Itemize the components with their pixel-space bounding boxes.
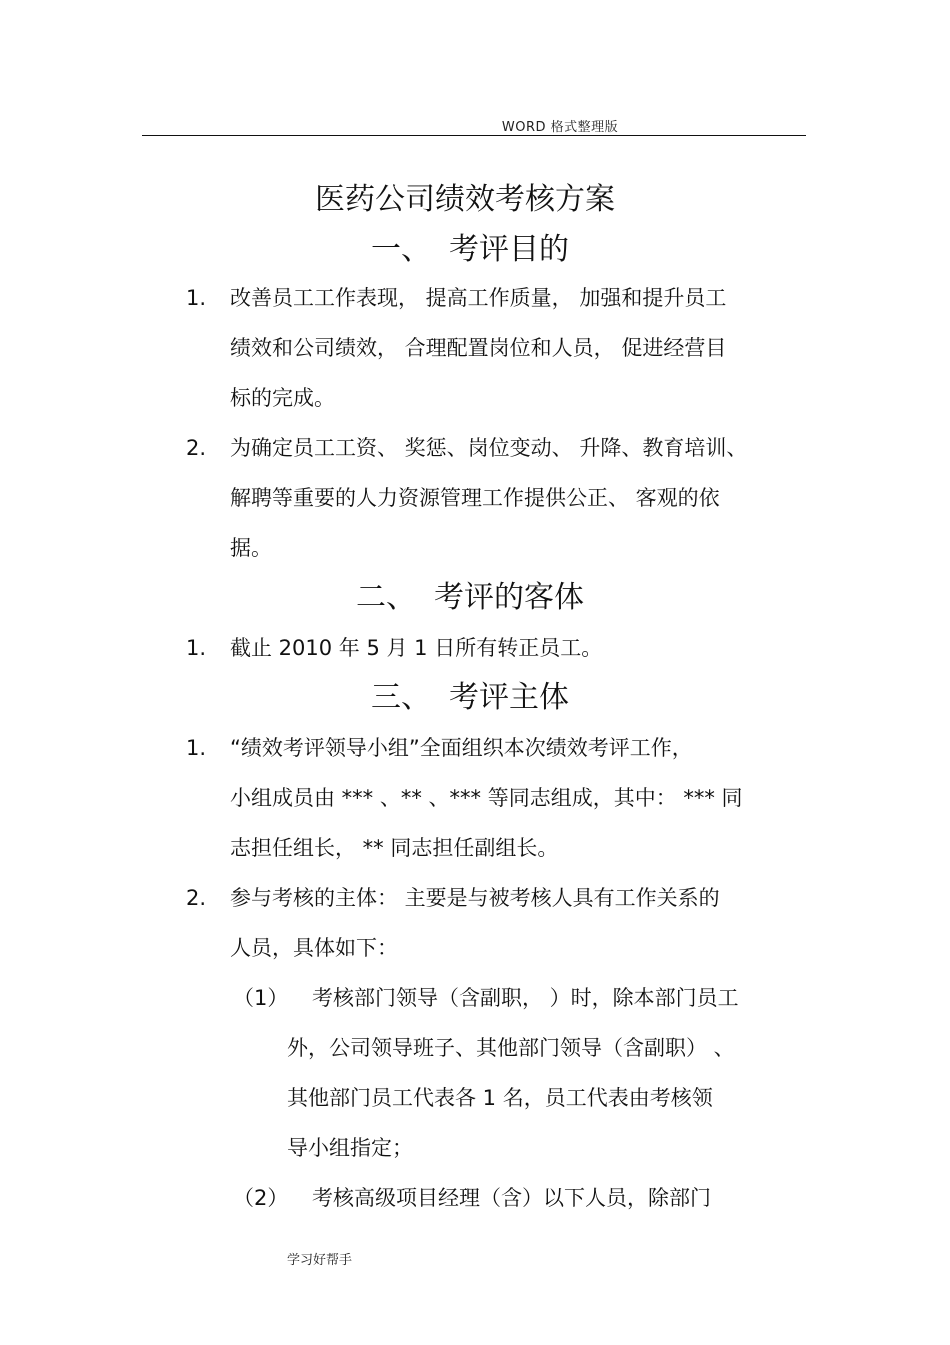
paragraph-line: 考核部门领导（含副职， ）时，除本部门员工: [312, 986, 739, 1010]
paragraph-line: “绩效考评领导小组”全面组织本次绩效考评工作，: [230, 736, 693, 760]
paragraph-line: 考核高级项目经理（含）以下人员，除部门: [312, 1186, 711, 1210]
section-2-heading: [0, 578, 940, 618]
section-3-heading: [0, 678, 940, 718]
item-number: 2.: [186, 436, 207, 460]
document-title: 医药公司绩效考核方案: [315, 182, 615, 217]
page-header: WORD 格式整理版: [501, 120, 619, 135]
subitem-number: （2）: [233, 1186, 289, 1210]
paragraph-line: 解聘等重要的人力资源管理工作提供公正、 客观的依: [230, 486, 720, 510]
subitem-number: （1）: [233, 986, 289, 1010]
item-number: 1.: [186, 636, 207, 660]
section-1-heading: [0, 230, 940, 270]
item-number: 2.: [186, 886, 207, 910]
paragraph-line: 改善员工工作表现， 提高工作质量， 加强和提升员工: [230, 286, 727, 310]
section-number: 三、: [371, 680, 431, 715]
section-title: 考评主体: [449, 680, 569, 715]
paragraph-line: 人员，具体如下：: [230, 936, 398, 960]
paragraph-line: 其他部门员工代表各 1 名，员工代表由考核领: [287, 1086, 713, 1110]
paragraph-line: 绩效和公司绩效， 合理配置岗位和人员， 促进经营目: [230, 336, 727, 360]
paragraph-line: 标的完成。: [230, 386, 335, 410]
paragraph-line: 参与考核的主体： 主要是与被考核人具有工作关系的: [230, 886, 720, 910]
item-number: 1.: [186, 736, 207, 760]
header-divider: [142, 135, 806, 136]
section-title: 考评的客体: [434, 580, 584, 615]
section-title: 考评目的: [449, 232, 569, 267]
section-number: 一、: [371, 232, 431, 267]
paragraph-line: 小组成员由 *** 、** 、*** 等同志组成，其中： *** 同: [230, 786, 743, 810]
item-number: 1.: [186, 286, 207, 310]
section-number: 二、: [356, 580, 416, 615]
paragraph-line: 导小组指定；: [287, 1136, 413, 1160]
paragraph-line: 外，公司领导班子、其他部门领导（含副职） 、: [287, 1036, 735, 1060]
paragraph-line: 志担任组长， ** 同志担任副组长。: [230, 836, 559, 860]
paragraph-line: 为确定员工工资、 奖惩、岗位变动、 升降、教育培训、: [230, 436, 748, 460]
paragraph-line: 截止 2010 年 5 月 1 日所有转正员工。: [230, 636, 603, 660]
paragraph-line: 据。: [230, 536, 272, 560]
page-footer: 学习好帮手: [287, 1253, 353, 1268]
